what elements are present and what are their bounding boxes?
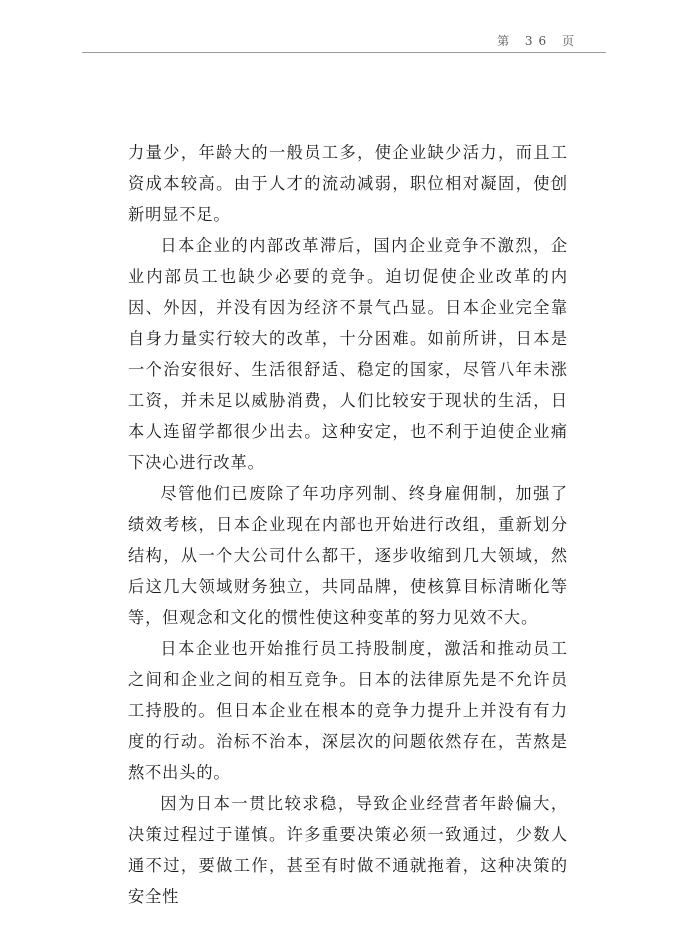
paragraph: 日本企业也开始推行员工持股制度，激活和推动员工之间和企业之间的相互竞争。日本的法律原先是不允许员工持股的。但日本企业在根本的竞争力提升上并没有有力度的行动。治标不治本，深层次的问题依然存在，苦熬是熬不出头的。 xyxy=(128,639,568,782)
paragraph: 尽管他们已废除了年功序列制、终身雇佣制，加强了绩效考核，日本企业现在内部也开始进行改组，重新划分结构，从一个大公司什么都干，逐步收缩到几大领域，然后这几大领域财务独立，共同品牌，使核算目标清晰化等等，但观念和文化的惯性使这种变革的努力见效不大。 xyxy=(128,484,568,627)
document-body xyxy=(128,137,568,912)
paragraph-continued: 力量少，年龄大的一般员工多，使企业缺少活力，而且工资成本较高。由于人才的流动减弱，职位相对凝固，使创新明显不足。 xyxy=(128,143,568,224)
paragraph: 日本企业的内部改革滞后，国内企业竞争不激烈，企业内部员工也缺少必要的竞争。迫切促使企业改革的内因、外因，并没有因为经济不景气凸显。日本企业完全靠自身力量实行较大的改革，十分困难。如前所讲，日本是一个治安很好、生活很舒适、稳定的国家，尽管八年未涨工资，并未足以威胁消费，人们比较安于现状的生活，日本人连留学都很少出去。这种安定，也不利于迫使企业痛下决心进行改革。 xyxy=(128,236,568,472)
paragraph: 因为日本一贯比较求稳，导致企业经营者年龄偏大，决策过程过于谨慎。许多重要决策必须一致通过，少数人通不过，要做工作，甚至有时做不通就拖着，这种决策的安全性 xyxy=(128,794,568,906)
page-header xyxy=(82,24,606,53)
page-number: 第 36 页 xyxy=(497,34,580,48)
